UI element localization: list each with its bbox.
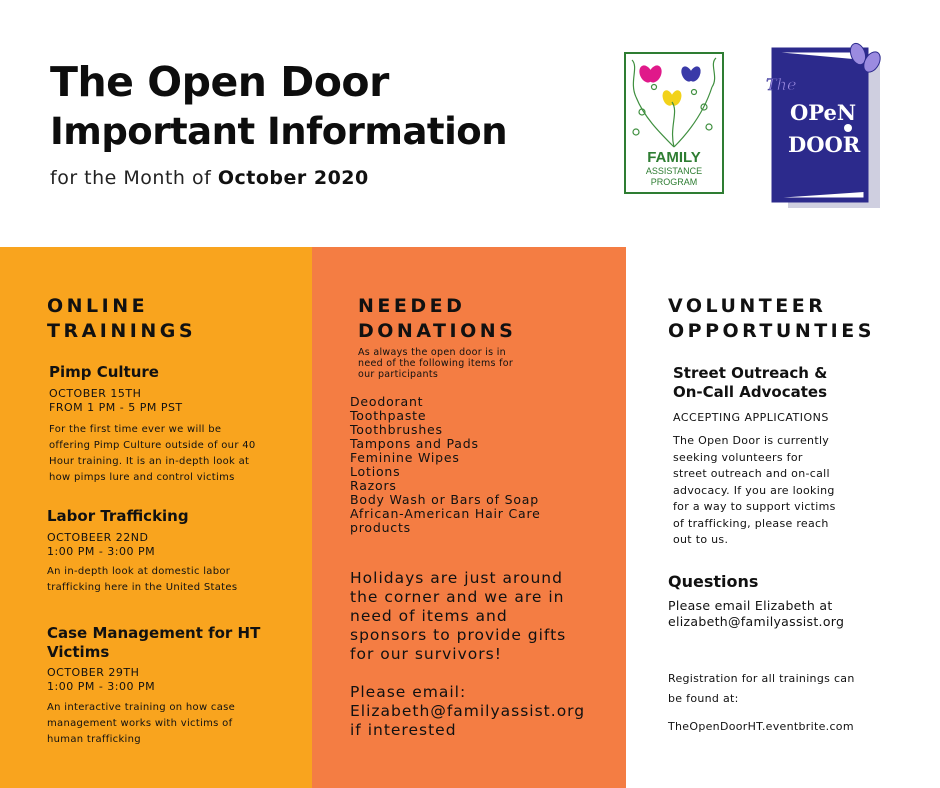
training-title-line2: Victims bbox=[47, 643, 110, 661]
month-subtitle bbox=[50, 167, 369, 189]
donations-intro-line: need of the following items for bbox=[358, 358, 514, 369]
training-description bbox=[47, 700, 302, 748]
volunteer-description-line: The Open Door is currently bbox=[673, 434, 830, 447]
volunteer-description-line: of trafficking, please reach bbox=[673, 516, 829, 530]
list-item: Body Wash or Bars of Soap bbox=[350, 492, 539, 507]
holiday-message-line: for our survivors! bbox=[350, 645, 502, 663]
page-subtitle-title: Important Information bbox=[50, 110, 508, 153]
training-date: OCTOBEER 22ND bbox=[47, 531, 149, 544]
holiday-message-line: Holidays are just around bbox=[350, 569, 563, 587]
training-description-line: how pimps lure and control victims bbox=[49, 472, 235, 483]
holiday-message-line: need of items and bbox=[350, 607, 508, 625]
training-description-line: Hour training. It is an in-depth look at bbox=[49, 456, 250, 467]
training-description bbox=[47, 564, 302, 596]
training-description-line: management works with victims of bbox=[47, 718, 233, 729]
questions-text-line: Please email Elizabeth at bbox=[668, 598, 833, 613]
volunteer-description-line: out to us. bbox=[673, 533, 729, 546]
volunteer-role-title-line1: Street Outreach & bbox=[673, 364, 828, 382]
page-title: The Open Door bbox=[50, 58, 389, 106]
needed-donations-column bbox=[312, 247, 626, 788]
list-item: African-American Hair Care bbox=[350, 506, 541, 521]
subtitle-month: October 2020 bbox=[217, 167, 369, 189]
needed-donations-heading bbox=[358, 294, 516, 344]
online-trainings-heading-line2: TRAININGS bbox=[47, 320, 197, 342]
list-item: Tampons and Pads bbox=[350, 436, 479, 451]
training-time: 1:00 PM - 3:00 PM bbox=[47, 545, 156, 558]
list-item: Deodorant bbox=[350, 394, 424, 409]
header bbox=[0, 0, 940, 247]
training-description-line: offering Pimp Culture outside of our 40 bbox=[49, 440, 256, 451]
online-trainings-column bbox=[0, 247, 312, 788]
donation-email-message bbox=[350, 683, 622, 740]
list-item: Razors bbox=[350, 478, 397, 493]
email-message-line: Please email: bbox=[350, 683, 467, 701]
list-item: Feminine Wipes bbox=[350, 450, 460, 465]
email-link[interactable]: Elizabeth@familyassist.org bbox=[350, 702, 586, 720]
list-item: Toothbrushes bbox=[350, 422, 443, 437]
holiday-message-line: the corner and we are in bbox=[350, 588, 565, 606]
questions-email-link[interactable]: elizabeth@familyassist.org bbox=[668, 614, 845, 629]
training-description bbox=[49, 422, 304, 486]
volunteer-description-line: for a way to support victims bbox=[673, 500, 836, 513]
training-title bbox=[47, 624, 260, 662]
needed-donations-heading-line2: DONATIONS bbox=[358, 320, 517, 342]
registration-url-link[interactable]: TheOpenDoorHT.eventbrite.com bbox=[668, 720, 854, 733]
volunteer-description-line: seeking volunteers for bbox=[673, 450, 803, 464]
holiday-message bbox=[350, 569, 620, 664]
registration-text-line: be found at: bbox=[668, 692, 739, 705]
questions-title: Questions bbox=[668, 572, 759, 591]
logo-open-text: OPeN bbox=[790, 100, 857, 125]
registration-text bbox=[668, 669, 928, 709]
subtitle-prefix: for the Month of bbox=[50, 167, 212, 189]
email-message-line: if interested bbox=[350, 721, 457, 739]
training-title: Labor Trafficking bbox=[47, 507, 189, 525]
holiday-message-line: sponsors to provide gifts bbox=[350, 626, 567, 644]
training-description-line: trafficking here in the United States bbox=[47, 582, 238, 593]
list-item: products bbox=[350, 520, 411, 535]
training-date: OCTOBER 15TH bbox=[49, 387, 142, 400]
volunteer-description-line: advocacy. If you are looking bbox=[673, 483, 835, 497]
training-description-line: For the first time ever we will be bbox=[49, 424, 222, 435]
volunteer-description bbox=[673, 433, 913, 549]
needed-donations-heading-line1: NEEDED bbox=[358, 295, 466, 317]
open-door-logo bbox=[760, 40, 900, 210]
training-time: 1:00 PM - 3:00 PM bbox=[47, 680, 156, 693]
online-trainings-heading bbox=[47, 294, 196, 344]
training-time: FROM 1 PM - 5 PM PST bbox=[49, 401, 183, 414]
volunteer-heading-line2: OPPORTUNTIES bbox=[668, 320, 875, 342]
training-description-line: human trafficking bbox=[47, 734, 141, 745]
logo-family-text: FAMILY bbox=[647, 149, 701, 166]
logo-program-text: PROGRAM bbox=[650, 177, 698, 187]
logo-the-text: The bbox=[766, 75, 797, 94]
volunteer-heading-line1: VOLUNTEER bbox=[668, 295, 827, 317]
logo-assistance-text: ASSISTANCE bbox=[645, 166, 703, 176]
online-trainings-heading-line1: ONLINE bbox=[47, 295, 149, 317]
list-item: Lotions bbox=[350, 464, 401, 479]
volunteer-role-title-line2: On-Call Advocates bbox=[673, 383, 828, 401]
donations-intro-line: As always the open door is in bbox=[358, 347, 506, 358]
logo-door-text: DOOR bbox=[788, 132, 861, 157]
family-assistance-program-logo bbox=[624, 52, 724, 194]
volunteer-description-line: street outreach and on-call bbox=[673, 467, 830, 480]
training-title: Pimp Culture bbox=[49, 363, 159, 381]
volunteer-status: ACCEPTING APPLICATIONS bbox=[673, 411, 829, 424]
volunteer-column bbox=[626, 247, 940, 788]
training-title-line1: Case Management for HT bbox=[47, 624, 261, 642]
donations-intro-line: our participants bbox=[358, 369, 439, 380]
donations-list bbox=[350, 395, 610, 535]
training-description-line: An interactive training on how case bbox=[47, 702, 236, 713]
list-item: Toothpaste bbox=[350, 408, 427, 423]
volunteer-heading bbox=[668, 294, 875, 344]
training-date: OCTOBER 29TH bbox=[47, 666, 140, 679]
volunteer-role-title bbox=[673, 364, 827, 402]
registration-text-line: Registration for all trainings can bbox=[668, 672, 855, 685]
donations-intro bbox=[358, 347, 578, 380]
questions-text bbox=[668, 598, 928, 630]
training-description-line: An in-depth look at domestic labor bbox=[47, 566, 231, 577]
